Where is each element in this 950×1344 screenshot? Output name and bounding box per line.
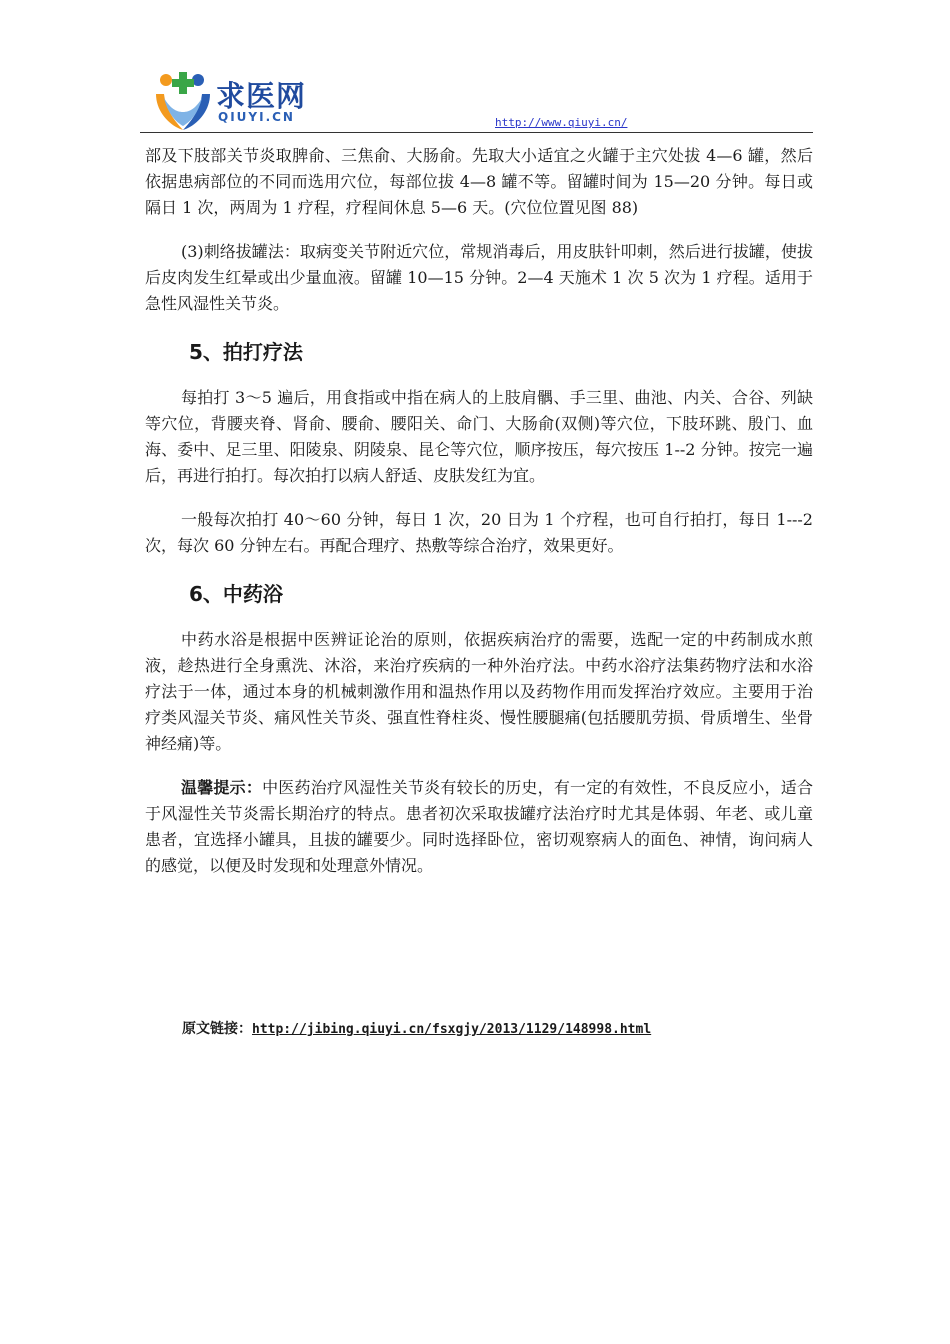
logo-text-en: QIUYI.CN	[218, 110, 295, 124]
page-header	[140, 60, 815, 134]
paragraph-warm-tip	[145, 775, 813, 879]
paragraph-herbal-bath: 中药水浴是根据中医辨证论治的原则，依据疾病治疗的需要，选配一定的中药制成水煎液，趁热进行全身熏洗、沐浴，来治疗疾病的一种外治疗法。中药水浴疗法集药物疗法和水浴疗法于一体，通过本身的机械刺激作用和温热作用以及药物作用而发挥治疗效应。主要用于治疗类风湿关节炎、痛风性关节炎、强直性脊柱炎、慢性腰腿痛(包括腰肌劳损、骨质增生、坐骨神经痛)等。	[145, 630, 813, 753]
section-heading-patting-therapy: 5、拍打疗法	[189, 340, 303, 364]
article-body	[145, 143, 813, 879]
source-line	[182, 1018, 651, 1038]
section-heading-herbal-bath: 6、中药浴	[189, 582, 283, 606]
paragraph-patting-points: 每拍打 3～5 遍后，用食指或中指在病人的上肢肩髃、手三里、曲池、内关、合谷、列缺等穴位，背腰夹脊、肾俞、腰俞、腰阳关、命门、大肠俞(双侧)等穴位，下肢环跳、殷门、血海、委中、足三里、阳陵泉、阴陵泉、昆仑等穴位，顺序按压，每穴按压 1--2 分钟。按完一遍后，再进行拍打。每次拍打以病人舒适、皮肤发红为宜。	[145, 388, 813, 485]
warm-tip-text: 中医药治疗风湿性关节炎有较长的历史，有一定的有效性，不良反应小，适合于风湿性关节炎需长期治疗的特点。患者初次采取拔罐疗法治疗时尤其是体弱、年老、或儿童患者，宜选择小罐具，且拔的罐要少。同时选择卧位，密切观察病人的面色、神情，询问病人的感觉，以便及时发现和处理意外情况。	[145, 778, 813, 875]
paragraph-bloodletting-cupping: (3)刺络拔罐法：取病变关节附近穴位，常规消毒后，用皮肤针叩刺，然后进行拔罐，使拔后皮肉发生红晕或出少量血液。留罐 10—15 分钟。2—4 天施术 1 次 5 次为 1 疗程。适用于急性风湿性关节炎。	[145, 242, 813, 313]
logo-text-cn: 求医网	[216, 79, 307, 113]
header-site-link[interactable]: http://www.qiuyi.cn/	[495, 116, 628, 129]
source-link[interactable]: http://jibing.qiuyi.cn/fsxgjy/2013/1129/148998.html	[252, 1022, 652, 1037]
warm-tip-label: 温馨提示：	[181, 778, 263, 797]
header-divider	[140, 132, 813, 133]
source-label: 原文链接：	[182, 1021, 252, 1037]
logo-people-icon	[152, 68, 214, 132]
paragraph-acupoint-cupping: 部及下肢部关节炎取脾俞、三焦俞、大肠俞。先取大小适宜之火罐于主穴处拔 4—6 罐，然后依据患病部位的不同而选用穴位，每部位拔 4—8 罐不等。留罐时间为 15—20 分钟。每日或隔日 1 次，两周为 1 疗程，疗程间休息 5—6 天。(穴位位置见图 88)	[145, 146, 813, 217]
paragraph-patting-course: 一般每次拍打 40～60 分钟，每日 1 次，20 日为 1 个疗程，也可自行拍打，每日 1---2 次，每次 60 分钟左右。再配合理疗、热敷等综合治疗，效果更好。	[145, 510, 813, 555]
qiuyi-logo[interactable]	[152, 68, 332, 132]
